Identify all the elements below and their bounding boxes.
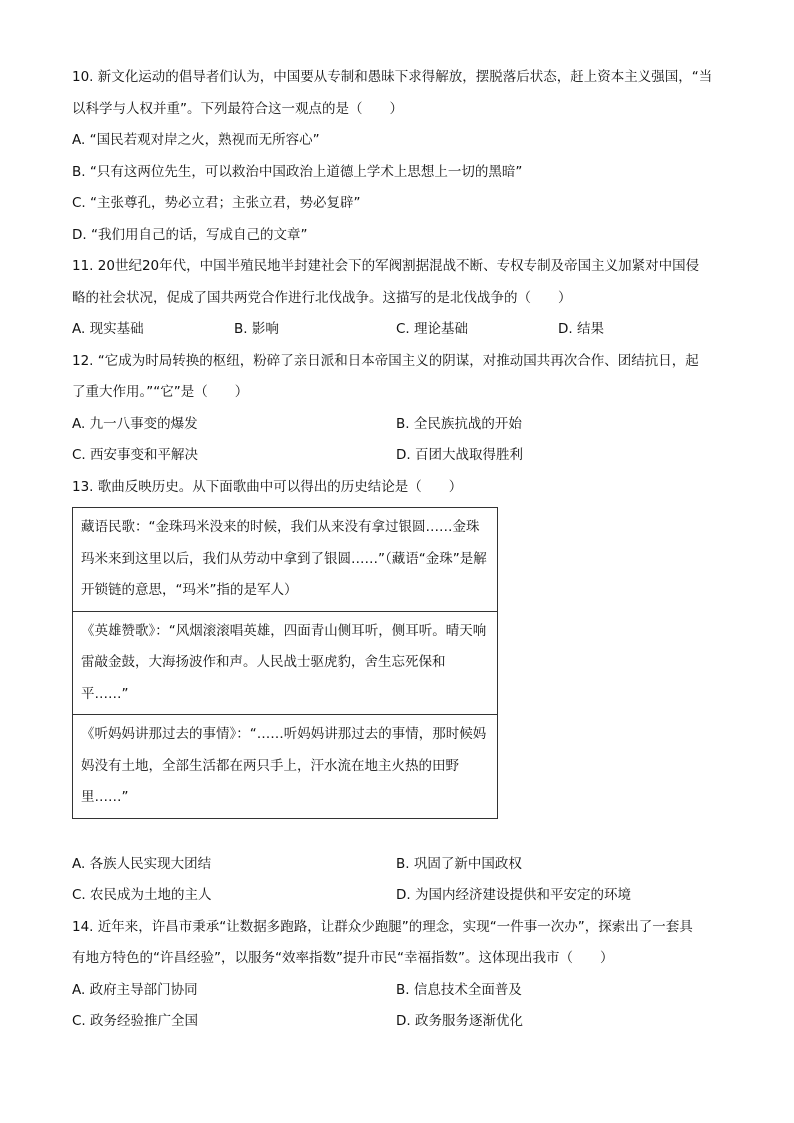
question-12-option-a: A. 九一八事变的爆发 — [72, 415, 198, 432]
question-12 — [72, 346, 722, 472]
question-13-option-b: B. 巩固了新中国政权 — [396, 855, 522, 872]
question-14-stem-line1: 14. 近年来，许昌市秉承“让数据多跑路，让群众少跑腿”的理念，实现“一件事一次办”，探索出了一套具 — [72, 918, 693, 935]
question-12-option-c: C. 西安事变和平解决 — [72, 447, 199, 463]
question-11-option-b: B. 影响 — [234, 321, 279, 337]
question-14-option-d: D. 政务服务逐渐优化 — [396, 1013, 523, 1029]
question-10-stem-line2: 以科学与人权并重”。下列最符合这一观点的是（ ） — [72, 100, 403, 117]
question-13-option-a: A. 各族人民实现大团结 — [72, 855, 212, 872]
question-11-option-d: D. 结果 — [558, 321, 604, 337]
song-tibetan-folk: 藏语民歌：“金珠玛米没来的时候，我们从来没有拿过银圆……金珠玛米来到这里以后，我们从劳动中拿到了银圆……”（藏语“金珠”是解开锁链的意思，“玛米”指的是军人） — [73, 508, 497, 612]
question-12-options-row2 — [72, 440, 722, 472]
question-10-option-c: C. “主张尊孔，势必立君；主张立君，势必复辟” — [72, 195, 361, 211]
question-13-options-row1 — [72, 849, 722, 881]
question-14 — [72, 912, 722, 1038]
question-13-option-c: C. 农民成为土地的主人 — [72, 887, 212, 903]
question-14-options-row1 — [72, 975, 722, 1007]
question-14-stem-line2: 有地方特色的“许昌经验”，以服务“效率指数”提升市民“幸福指数”。这体现出我市（ ） — [72, 950, 614, 966]
song-hero-anthem: 《英雄赞歌》：“风烟滚滚唱英雄，四面青山侧耳听，侧耳听。晴天响雷敲金鼓，大海扬波作和声。人民战士驱虎豹，舍生忘死保和平……” — [73, 612, 497, 716]
question-13-options-row2 — [72, 880, 722, 912]
question-12-stem-line2: 了重大作用。”“它”是（ ） — [72, 384, 249, 400]
question-10-option-d: D. “我们用自己的话，写成自己的文章” — [72, 226, 308, 243]
question-14-option-b: B. 信息技术全面普及 — [396, 981, 522, 998]
question-11-stem-line1: 11. 20世纪20年代，中国半殖民地半封建社会下的军阀割据混战不断、专权专制及帝国主义加紧对中国侵 — [72, 258, 700, 274]
question-12-options-row1 — [72, 409, 722, 441]
question-11-stem-line2: 略的社会状况，促成了国共两党合作进行北伐战争。这描写的是北伐战争的（ ） — [72, 289, 572, 306]
question-11-option-a: A. 现实基础 — [72, 321, 144, 337]
question-13 — [72, 472, 722, 912]
question-10-option-b: B. “只有这两位先生，可以救治中国政治上道德上学术上思想上一切的黑暗” — [72, 163, 523, 180]
exam-page — [72, 62, 722, 1038]
question-12-option-b: B. 全民族抗战的开始 — [396, 415, 522, 432]
question-12-stem-line1: 12. “它成为时局转换的枢纽，粉碎了亲日派和日本帝国主义的阴谋，对推动国共再次合作、团结抗日，起 — [72, 352, 699, 369]
songs-table — [72, 507, 498, 819]
question-13-stem: 13. 歌曲反映历史。从下面歌曲中可以得出的历史结论是（ ） — [72, 478, 463, 495]
question-14-option-a: A. 政府主导部门协同 — [72, 981, 198, 998]
song-listen-to-mother: 《听妈妈讲那过去的事情》：“……听妈妈讲那过去的事情，那时候妈妈没有土地，全部生活都在两只手上，汗水流在地主火热的田野里……” — [81, 726, 487, 805]
question-10-option-a: A. “国民若观对岸之火，熟视而无所容心” — [72, 132, 320, 148]
question-14-options-row2 — [72, 1006, 722, 1038]
question-13-option-d: D. 为国内经济建设提供和平安定的环境 — [396, 887, 631, 903]
question-11-options — [72, 314, 722, 346]
question-10 — [72, 62, 722, 251]
question-10-stem-line1: 10. 新文化运动的倡导者们认为，中国要从专制和愚昧下求得解放，摆脱落后状态，赶上资本主义强国，“当 — [72, 69, 713, 85]
question-14-option-c: C. 政务经验推广全国 — [72, 1013, 199, 1029]
question-12-option-d: D. 百团大战取得胜利 — [396, 447, 523, 463]
question-11 — [72, 251, 722, 346]
question-11-option-c: C. 理论基础 — [396, 321, 469, 337]
